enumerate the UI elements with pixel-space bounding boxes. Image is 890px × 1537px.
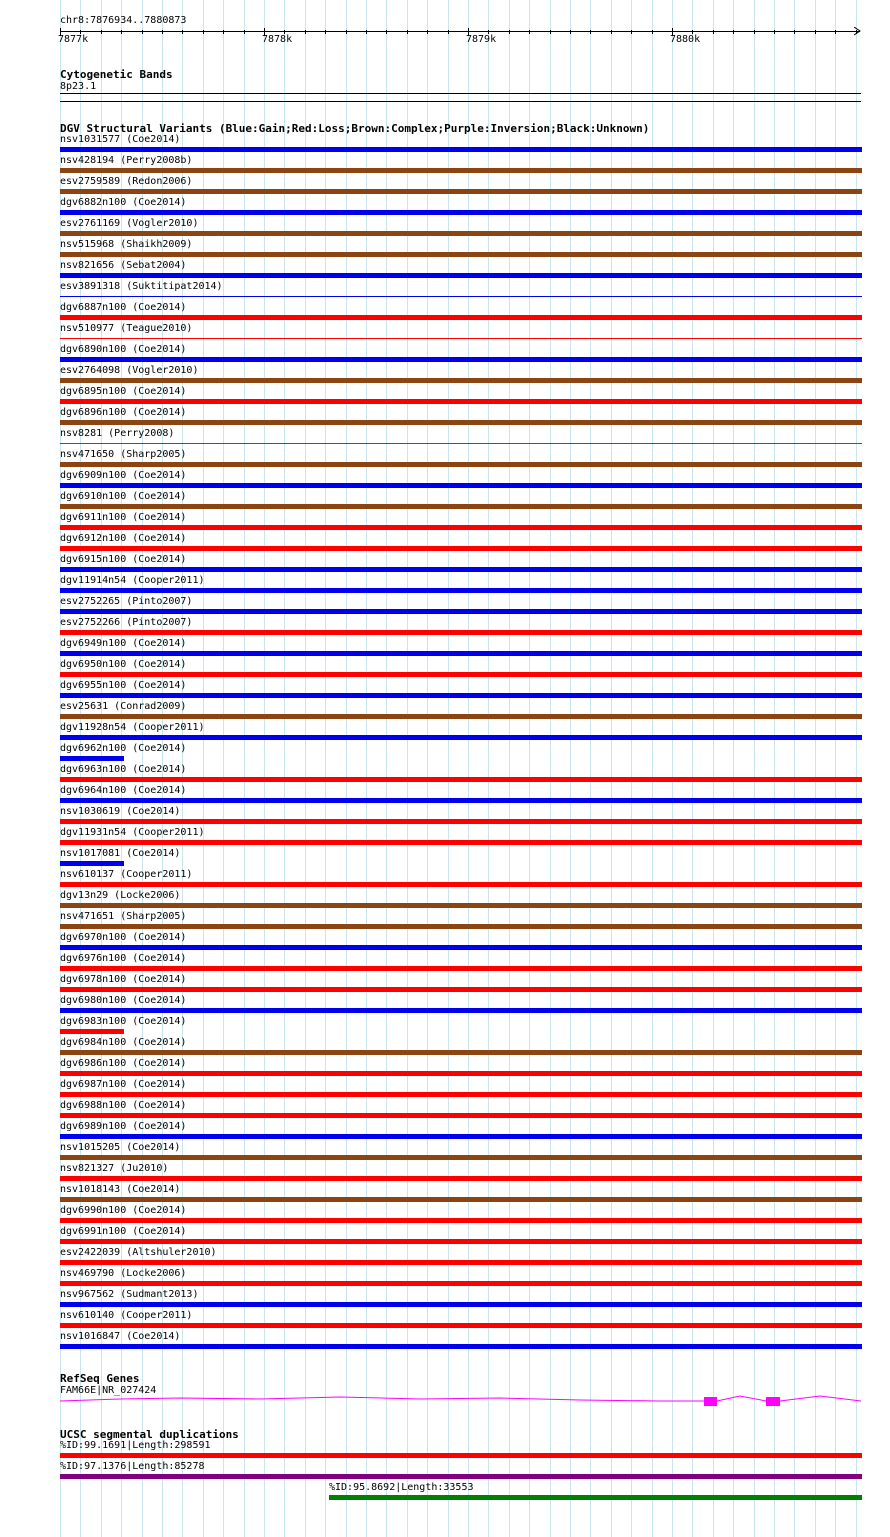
dgv-variant-bar[interactable]	[60, 420, 862, 425]
refseq-exon-1	[704, 1397, 717, 1406]
dgv-variant-bar[interactable]	[60, 443, 862, 444]
dgv-variant-label[interactable]: dgv6895n100 (Coe2014)	[60, 386, 187, 397]
ruler-minor-tick	[244, 30, 245, 34]
dgv-variant-label[interactable]: nsv610137 (Cooper2011)	[60, 869, 193, 880]
dgv-variant-label[interactable]: nsv471650 (Sharp2005)	[60, 449, 187, 460]
dgv-variant-label[interactable]: dgv11931n54 (Cooper2011)	[60, 827, 205, 838]
dgv-variant-bar[interactable]	[60, 1197, 862, 1202]
ruler-minor-tick	[386, 30, 387, 34]
dgv-variant-bar[interactable]	[60, 1155, 862, 1160]
dgv-variant-label[interactable]: dgv6989n100 (Coe2014)	[60, 1121, 187, 1132]
segdup-bar[interactable]	[329, 1495, 862, 1500]
dgv-variant-label[interactable]: dgv6887n100 (Coe2014)	[60, 302, 187, 313]
dgv-variant-label[interactable]: esv2764098 (Vogler2010)	[60, 365, 199, 376]
dgv-variant-label[interactable]: dgv6978n100 (Coe2014)	[60, 974, 187, 985]
dgv-variant-bar[interactable]	[60, 273, 862, 278]
dgv-variant-label[interactable]: nsv1018143 (Coe2014)	[60, 1184, 181, 1195]
dgv-variant-bar[interactable]	[60, 714, 862, 719]
dgv-variant-label[interactable]: dgv6988n100 (Coe2014)	[60, 1100, 187, 1111]
dgv-variant-label[interactable]: nsv8281 (Perry2008)	[60, 428, 175, 439]
dgv-variant-bar[interactable]	[60, 1281, 862, 1286]
refseq-gene-model[interactable]	[60, 1392, 862, 1412]
ruler-minor-tick	[366, 30, 367, 34]
ruler-minor-tick	[203, 30, 204, 34]
dgv-variant-label[interactable]: esv2422039 (Altshuler2010)	[60, 1247, 217, 1258]
dgv-variant-bar[interactable]	[60, 756, 124, 761]
dgv-variant-bar[interactable]	[60, 651, 862, 656]
dgv-variant-label[interactable]: nsv471651 (Sharp2005)	[60, 911, 187, 922]
dgv-variant-label[interactable]: nsv1016847 (Coe2014)	[60, 1331, 181, 1342]
ruler-minor-tick	[305, 30, 306, 34]
ruler-minor-tick	[509, 30, 510, 34]
dgv-variant-label[interactable]: dgv6984n100 (Coe2014)	[60, 1037, 187, 1048]
dgv-variant-label[interactable]: dgv6976n100 (Coe2014)	[60, 953, 187, 964]
ruler-axis	[60, 31, 860, 32]
cytobands-track-title[interactable]: Cytogenetic Bands	[60, 68, 173, 81]
dgv-variant-label[interactable]: esv2752265 (Pinto2007)	[60, 596, 193, 607]
dgv-variant-bar[interactable]	[60, 882, 862, 887]
dgv-variant-bar[interactable]	[60, 357, 862, 362]
dgv-variant-label[interactable]: esv2759589 (Redon2006)	[60, 176, 193, 187]
dgv-variant-bar[interactable]	[60, 861, 124, 866]
dgv-variant-label[interactable]: dgv6983n100 (Coe2014)	[60, 1016, 187, 1027]
dgv-variant-label[interactable]: nsv1031577 (Coe2014)	[60, 134, 181, 145]
dgv-variant-label[interactable]: nsv967562 (Sudmant2013)	[60, 1289, 199, 1300]
ruler-position-label: chr8:7876934..7880873	[60, 15, 187, 26]
ruler-minor-tick	[162, 30, 163, 34]
dgv-variant-bar[interactable]	[60, 546, 862, 551]
dgv-variant-label[interactable]: dgv11928n54 (Cooper2011)	[60, 722, 205, 733]
dgv-variant-bar[interactable]	[60, 819, 862, 824]
dgv-variant-bar[interactable]	[60, 525, 862, 530]
dgv-variant-label[interactable]: nsv821327 (Ju2010)	[60, 1163, 169, 1174]
dgv-variant-bar[interactable]	[60, 147, 862, 152]
ruler-minor-tick	[815, 30, 816, 34]
dgv-variant-bar[interactable]	[60, 338, 862, 339]
ruler-minor-tick	[101, 30, 102, 34]
dgv-variant-bar[interactable]	[60, 1071, 862, 1076]
dgv-variant-bar[interactable]	[60, 630, 862, 635]
dgv-variant-label[interactable]: dgv6987n100 (Coe2014)	[60, 1079, 187, 1090]
dgv-variant-bar[interactable]	[60, 189, 862, 194]
dgv-variant-bar[interactable]	[60, 609, 862, 614]
dgv-variant-bar[interactable]	[60, 1218, 862, 1223]
ruler-minor-tick	[121, 30, 122, 34]
dgv-variant-bar[interactable]	[60, 798, 862, 803]
segdup-bar[interactable]	[60, 1453, 862, 1458]
dgv-variant-label[interactable]: dgv6955n100 (Coe2014)	[60, 680, 187, 691]
ruler-minor-tick	[794, 30, 795, 34]
ruler-minor-tick	[223, 30, 224, 34]
dgv-variant-label[interactable]: dgv6910n100 (Coe2014)	[60, 491, 187, 502]
ruler-minor-tick	[182, 30, 183, 34]
dgv-variant-bar[interactable]	[60, 567, 862, 572]
dgv-variant-label[interactable]: nsv515968 (Shaikh2009)	[60, 239, 193, 250]
dgv-variant-bar[interactable]	[60, 1302, 862, 1307]
dgv-variant-label[interactable]: esv3891318 (Suktitipat2014)	[60, 281, 223, 292]
ruler-tick-label: 7879k	[466, 34, 497, 45]
dgv-variant-bar[interactable]	[60, 1134, 862, 1139]
segdup-label[interactable]: %ID:97.1376|Length:85278	[60, 1461, 205, 1472]
ruler-minor-tick	[427, 30, 428, 34]
dgv-variant-label[interactable]: dgv6986n100 (Coe2014)	[60, 1058, 187, 1069]
dgv-variant-bar[interactable]	[60, 735, 862, 740]
dgv-variant-label[interactable]: dgv11914n54 (Cooper2011)	[60, 575, 205, 586]
ruler-minor-tick	[142, 30, 143, 34]
dgv-variant-label[interactable]: nsv469790 (Locke2006)	[60, 1268, 187, 1279]
ruler-minor-tick	[754, 30, 755, 34]
dgv-variant-label[interactable]: dgv6890n100 (Coe2014)	[60, 344, 187, 355]
dgv-variant-bar[interactable]	[60, 378, 862, 383]
dgv-variant-label[interactable]: dgv6882n100 (Coe2014)	[60, 197, 187, 208]
dgv-variant-label[interactable]: nsv1017081 (Coe2014)	[60, 848, 181, 859]
dgv-variant-label[interactable]: esv2752266 (Pinto2007)	[60, 617, 193, 628]
dgv-variant-bar[interactable]	[60, 168, 862, 173]
ruler-tick-label: 7878k	[262, 34, 293, 45]
segdup-bar[interactable]	[60, 1474, 862, 1479]
dgv-variant-label[interactable]: nsv428194 (Perry2008b)	[60, 155, 193, 166]
ruler-minor-tick	[448, 30, 449, 34]
refseq-track-title[interactable]: RefSeq Genes	[60, 1372, 140, 1385]
dgv-variant-label[interactable]: dgv6970n100 (Coe2014)	[60, 932, 187, 943]
dgv-variant-bar[interactable]	[60, 1008, 862, 1013]
ruler-minor-tick	[529, 30, 530, 34]
cytoband-top-border	[60, 93, 861, 94]
ruler-minor-tick	[407, 30, 408, 34]
dgv-variant-bar[interactable]	[60, 672, 862, 677]
dgv-variant-bar[interactable]	[60, 987, 862, 992]
dgv-variant-bar[interactable]	[60, 483, 862, 488]
dgv-variant-label[interactable]: nsv1030619 (Coe2014)	[60, 806, 181, 817]
dgv-variant-label[interactable]: dgv6963n100 (Coe2014)	[60, 764, 187, 775]
dgv-variant-bar[interactable]	[60, 924, 862, 929]
segdup-label[interactable]: %ID:95.8692|Length:33553	[329, 1482, 474, 1493]
dgv-variant-label[interactable]: nsv510977 (Teague2010)	[60, 323, 193, 334]
dgv-variant-label[interactable]: esv2761169 (Vogler2010)	[60, 218, 199, 229]
dgv-variant-bar[interactable]	[60, 399, 862, 404]
dgv-variant-label[interactable]: dgv6962n100 (Coe2014)	[60, 743, 187, 754]
ruler-minor-tick	[835, 30, 836, 34]
dgv-variant-label[interactable]: nsv1015205 (Coe2014)	[60, 1142, 181, 1153]
dgv-variant-bar[interactable]	[60, 1323, 862, 1328]
ruler-arrow-icon	[854, 27, 862, 36]
dgv-variant-bar[interactable]	[60, 588, 862, 593]
segdup-label[interactable]: %ID:99.1691|Length:298591	[60, 1440, 211, 1451]
dgv-variant-bar[interactable]	[60, 1029, 124, 1034]
dgv-variant-label[interactable]: dgv6964n100 (Coe2014)	[60, 785, 187, 796]
ruler-minor-tick	[652, 30, 653, 34]
dgv-variant-bar[interactable]	[60, 1260, 862, 1265]
dgv-variant-label[interactable]: nsv821656 (Sebat2004)	[60, 260, 187, 271]
ruler-minor-tick	[611, 30, 612, 34]
dgv-variant-bar[interactable]	[60, 315, 862, 320]
dgv-variant-label[interactable]: esv25631 (Conrad2009)	[60, 701, 187, 712]
ruler-minor-tick	[325, 30, 326, 34]
refseq-gene-label: FAM66E|NR_027424	[60, 1385, 157, 1396]
dgv-variant-bar[interactable]	[60, 1092, 862, 1097]
dgv-variant-label[interactable]: dgv13n29 (Locke2006)	[60, 890, 181, 901]
dgv-variant-bar[interactable]	[60, 231, 862, 236]
ruler-minor-tick	[346, 30, 347, 34]
dgv-variant-bar[interactable]	[60, 945, 862, 950]
dgv-variant-bar[interactable]	[60, 1113, 862, 1118]
segdups-track-title[interactable]: UCSC segmental duplications	[60, 1428, 239, 1441]
dgv-variant-label[interactable]: dgv6991n100 (Coe2014)	[60, 1226, 187, 1237]
dgv-variant-label[interactable]: dgv6950n100 (Coe2014)	[60, 659, 187, 670]
dgv-variant-label[interactable]: dgv6915n100 (Coe2014)	[60, 554, 187, 565]
dgv-variant-bar[interactable]	[60, 296, 862, 297]
dgv-variant-bar[interactable]	[60, 462, 862, 467]
dgv-variant-label[interactable]: dgv6911n100 (Coe2014)	[60, 512, 187, 523]
dgv-variant-bar[interactable]	[60, 693, 862, 698]
dgv-variant-bar[interactable]	[60, 966, 862, 971]
dgv-variant-label[interactable]: dgv6990n100 (Coe2014)	[60, 1205, 187, 1216]
dgv-variant-bar[interactable]	[60, 210, 862, 215]
ruler-minor-tick	[713, 30, 714, 34]
dgv-variant-bar[interactable]	[60, 1239, 862, 1244]
ruler-minor-tick	[631, 30, 632, 34]
dgv-variant-label[interactable]: nsv610140 (Cooper2011)	[60, 1310, 193, 1321]
refseq-exon-2	[766, 1397, 780, 1406]
dgv-track-title[interactable]: DGV Structural Variants (Blue:Gain;Red:Loss;Brown:Complex;Purple:Inversion;Black:Unknown)	[60, 122, 650, 135]
ruler-minor-tick	[774, 30, 775, 34]
ruler-minor-tick	[733, 30, 734, 34]
ruler-minor-tick	[550, 30, 551, 34]
dgv-variant-label[interactable]: dgv6912n100 (Coe2014)	[60, 533, 187, 544]
ruler-minor-tick	[590, 30, 591, 34]
cytoband-label: 8p23.1	[60, 81, 97, 92]
ruler-minor-tick	[570, 30, 571, 34]
dgv-variant-bar[interactable]	[60, 840, 862, 845]
dgv-variant-label[interactable]: dgv6909n100 (Coe2014)	[60, 470, 187, 481]
dgv-variant-label[interactable]: dgv6949n100 (Coe2014)	[60, 638, 187, 649]
dgv-variant-bar[interactable]	[60, 777, 862, 782]
cytoband-bottom-border	[60, 101, 861, 102]
dgv-variant-bar[interactable]	[60, 1344, 862, 1349]
ruler-tick-label: 7880k	[670, 34, 701, 45]
dgv-variant-bar[interactable]	[60, 1176, 862, 1181]
dgv-variant-bar[interactable]	[60, 504, 862, 509]
ruler-tick-label: 7877k	[58, 34, 89, 45]
dgv-variant-bar[interactable]	[60, 903, 862, 908]
dgv-variant-label[interactable]: dgv6980n100 (Coe2014)	[60, 995, 187, 1006]
dgv-variant-bar[interactable]	[60, 252, 862, 257]
dgv-variant-bar[interactable]	[60, 1050, 862, 1055]
dgv-variant-label[interactable]: dgv6896n100 (Coe2014)	[60, 407, 187, 418]
